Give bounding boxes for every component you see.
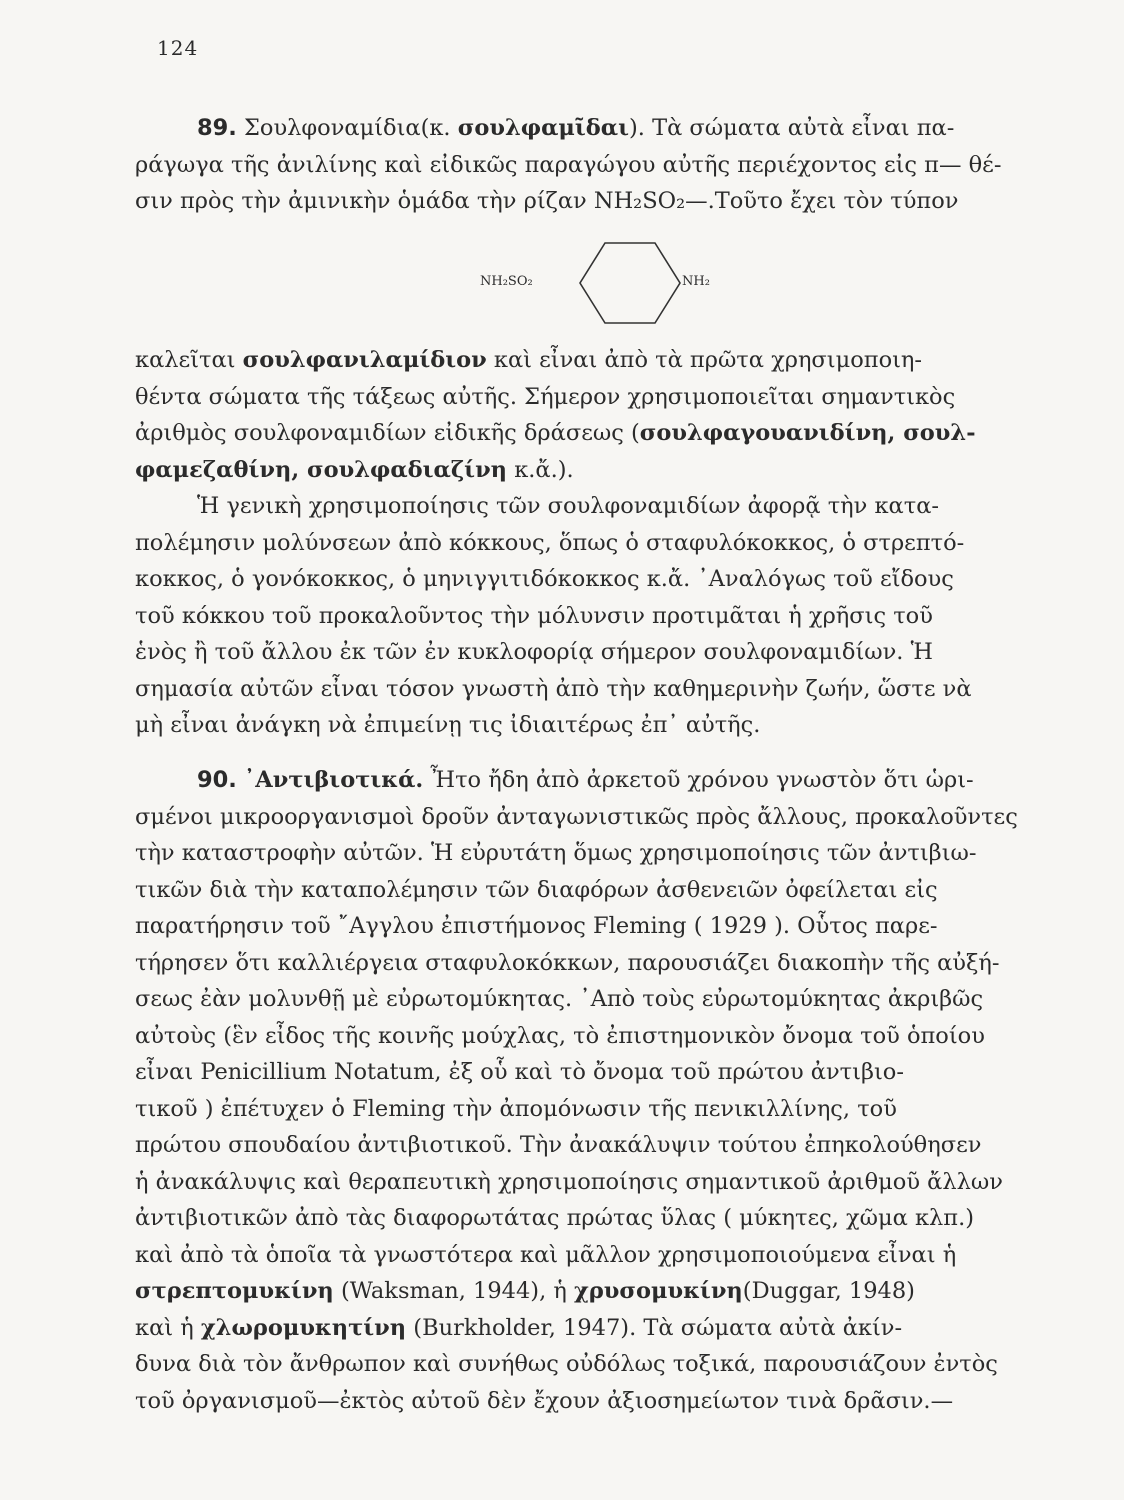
- text-line: πολέμησιν μολύνσεων ἀπὸ κόκκους, ὅπως ὁ σταφυλόκοκκος, ὁ στρεπτό-: [135, 529, 965, 556]
- section-89-alt-open: (κ.: [420, 115, 458, 141]
- text-line: τοῦ ὀργανισμοῦ—ἐκτὸς αὐτοῦ δὲν ἔχουν ἀξιοσημείωτον τινὰ δρᾶσιν.—: [135, 1387, 954, 1414]
- term-sulfamethazine: φαμεζαθίνη, σουλφαδιαζίνη: [135, 456, 508, 483]
- text-line: [135, 342, 1035, 379]
- term-sulfaguanidine: σουλφαγουανιδίνη, σουλ-: [639, 420, 976, 446]
- section-89-line1-rest: Τὰ σώματα αὐτὰ εἶναι πα-: [644, 115, 955, 141]
- sulfanilamide-formula: [470, 238, 730, 328]
- text-line: τικῶν διὰ τὴν καταπολέμησιν τῶν διαφόρων ἀσθενειῶν ὀφείλεται εἰς: [135, 876, 938, 903]
- text-line: [135, 1273, 1035, 1310]
- section-90-line1-rest: Ἦτο ἤδη ἀπὸ ἀρκετοῦ χρόνου γνωστὸν ὅτι ὡρι-: [423, 767, 974, 793]
- page-number: 124: [157, 36, 199, 60]
- section-89-number: 89.: [197, 115, 237, 141]
- text-line: σεως ἐὰν μολυνθῇ μὲ εὐρωτομύκητας. ᾿Απὸ τοὺς εὐρωτομύκητας ἀκριβῶς: [135, 986, 984, 1012]
- text-line: εἶναι Penicillium Notatum, ἐξ οὗ καὶ τὸ ὄνομα τοῦ πρώτου ἀντιβιο-: [135, 1059, 904, 1085]
- formula-right-group: NH₂: [682, 274, 710, 289]
- text-line: κοκκος, ὁ γονόκοκκος, ὁ μηνιγγιτιδόκοκκος κ.ἄ. ᾿Αναλόγως τοῦ εἴδους: [135, 566, 954, 592]
- text-span: (Duggar, 1948): [742, 1278, 915, 1304]
- formula-left-group: NH₂SO₂: [480, 274, 533, 289]
- text-line: [135, 415, 1035, 452]
- term-chloromycetin: χλωρομυκητίνη: [200, 1314, 407, 1341]
- term-chrysomycin: χρυσομυκίνη: [574, 1278, 743, 1304]
- text-line: ἀντιβιοτικῶν ἀπὸ τὰς διαφορωτάτας πρώτας ὕλας ( μύκητες, χῶμα κλπ.): [135, 1205, 974, 1231]
- section-90-antibiotics: [135, 762, 1035, 1419]
- section-90-heading-line: [135, 762, 1035, 799]
- text-span: καὶ ἡ: [135, 1314, 201, 1341]
- section-90-title: ᾿Αντιβιοτικά.: [244, 767, 424, 793]
- text-span: καλεῖται: [135, 347, 243, 373]
- section-89-heading-line: [135, 110, 1035, 147]
- text-span: (Waksman, 1944), ἡ: [333, 1278, 575, 1304]
- section-89-alt-name: σουλφαμῖδαι: [457, 115, 629, 141]
- text-line: παρατήρησιν τοῦ ῎Αγγλου ἐπιστήμονος Fleming ( 1929 ). Οὗτος παρε-: [135, 913, 938, 939]
- text-span: καὶ εἶναι ἀπὸ τὰ πρῶτα χρησιμοποιη-: [486, 347, 923, 373]
- text-line: σημασία αὐτῶν εἶναι τόσον γνωστὴ ἀπὸ τὴν καθημερινὴν ζωήν, ὥστε νὰ: [135, 675, 972, 702]
- text-line: ἡ ἀνακάλυψις καὶ θεραπευτικὴ χρησιμοποίησις σημαντικοῦ ἀριθμοῦ ἄλλων: [135, 1168, 1003, 1195]
- text-line: σιν πρὸς τὴν ἀμινικὴν ὁμάδα τὴν ρίζαν NH₂SO₂—.Τοῦτο ἔχει τὸν τύπον: [135, 188, 959, 214]
- text-line: αὐτοὺς (ἓν εἶδος τῆς κοινῆς μούχλας, τὸ ἐπιστημονικὸν ὄνομα τοῦ ὁποίου: [135, 1022, 985, 1049]
- paragraph-sulfanilamide: [135, 342, 1035, 488]
- section-89-title: Σουλφοναμίδια: [244, 115, 421, 141]
- text-line: ἑνὸς ἢ τοῦ ἄλλου ἐκ τῶν ἐν κυκλοφορίᾳ σήμερον σουλφοναμιδίων. Ἡ: [135, 639, 933, 665]
- text-line: [135, 452, 1035, 489]
- text-line: μὴ εἶναι ἀνάγκη νὰ ἐπιμείνῃ τις ἰδιαιτέρως ἐπ᾿ αὐτῆς.: [135, 712, 761, 738]
- text-line: δυνα διὰ τὸν ἄνθρωπον καὶ συνήθως οὐδόλως τοξικά, παρουσιάζουν ἐντὸς: [135, 1351, 998, 1377]
- text-line: τὴν καταστροφὴν αὐτῶν. Ἡ εὐρυτάτη ὅμως χρησιμοποίησις τῶν ἀντιβιω-: [135, 840, 977, 866]
- text-line: τικοῦ ) ἐπέτυχεν ὁ Fleming τὴν ἀπομόνωσιν τῆς πενικιλλίνης, τοῦ: [135, 1095, 897, 1122]
- text-line: σμένοι μικροοργανισμοὶ δροῦν ἀνταγωνιστικῶς πρὸς ἄλλους, προκαλοῦντες: [135, 803, 1018, 830]
- term-sulfanilamide: σουλφανιλαμίδιον: [242, 347, 487, 373]
- paragraph-sulfonamide-use: [135, 488, 1035, 744]
- text-line: θέντα σώματα τῆς τάξεως αὐτῆς. Σήμερον χρησιμοποιεῖται σημαντικὸς: [135, 383, 956, 410]
- text-span: κ.ἄ.).: [507, 456, 574, 483]
- text-span: ἀριθμὸς σουλφοναμιδίων εἰδικῆς δράσεως (: [135, 420, 640, 446]
- term-streptomycin: στρεπτομυκίνη: [135, 1278, 334, 1304]
- text-line: [135, 1310, 1035, 1347]
- text-line: τοῦ κόκκου τοῦ προκαλοῦντος τὴν μόλυνσιν προτιμᾶται ἡ χρῆσις τοῦ: [135, 602, 933, 629]
- text-line: καὶ ἀπὸ τὰ ὁποῖα τὰ γνωστότερα καὶ μᾶλλον χρησιμοποιούμενα εἶναι ἡ: [135, 1241, 957, 1268]
- text-line: Ἡ γενικὴ χρησιμοποίησις τῶν σουλφοναμιδίων ἀφορᾷ τὴν κατα-: [197, 493, 939, 519]
- text-line: τήρησεν ὅτι καλλιέργεια σταφυλοκόκκων, παρουσιάζει διακοπὴν τῆς αὐξή-: [135, 949, 1000, 976]
- text-span: (Burkholder, 1947). Τὰ σώματα αὐτὰ ἀκίν-: [406, 1314, 903, 1341]
- section-89-alt-close: ).: [628, 115, 645, 141]
- text-line: ράγωγα τῆς ἀνιλίνης καὶ εἰδικῶς παραγώγου αὐτῆς περιέχοντος εἰς π— θέ-: [135, 151, 1002, 178]
- section-90-number: 90.: [197, 767, 237, 793]
- text-line: πρώτου σπουδαίου ἀντιβιοτικοῦ. Τὴν ἀνακάλυψιν τούτου ἐπηκολούθησεν: [135, 1132, 982, 1158]
- section-89-intro: [135, 110, 1035, 220]
